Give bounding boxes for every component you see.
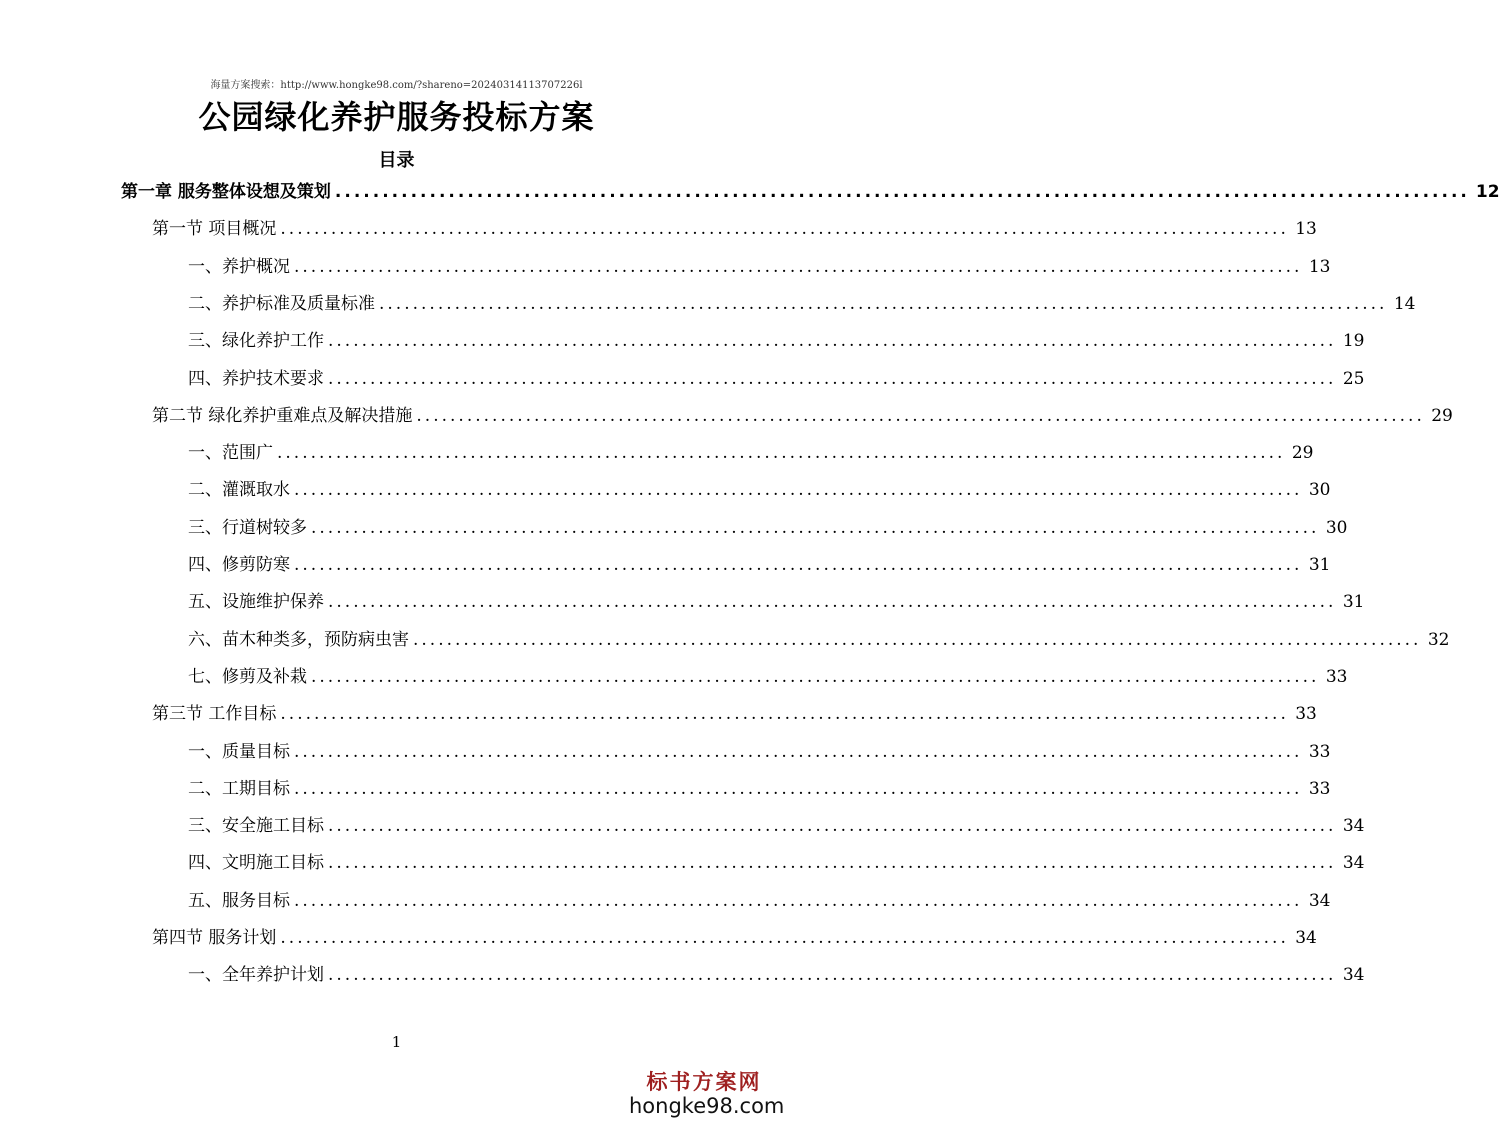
toc-entry-title: 第一章 服务整体设想及策划 <box>121 182 331 202</box>
toc-entry-title: 四、养护技术要求 <box>188 368 324 389</box>
toc-entry[interactable] <box>188 510 1348 547</box>
toc-leader-dots: ........................................................................................................................ <box>328 965 1337 986</box>
toc-leader-dots: ........................................................................................................................ <box>311 517 1320 538</box>
toc-leader-dots: ........................................................................................................................ <box>328 331 1337 352</box>
toc-entry-page: 12 <box>1475 182 1500 202</box>
header-url-line: 海量方案搜索：http://www.hongke98.com/?shareno=20240314113707226l <box>210 80 583 91</box>
toc-leader-dots: ........................................................................................................................ <box>328 816 1337 837</box>
toc-leader-dots: ........................................................................................................................ <box>294 778 1303 799</box>
toc-entry-title: 七、修剪及补栽 <box>188 666 307 687</box>
toc-entry-page: 13 <box>1295 219 1317 240</box>
toc-entry-title: 二、工期目标 <box>188 778 290 799</box>
toc-entry-title: 二、灌溉取水 <box>188 480 290 501</box>
toc-entry-title: 四、文明施工目标 <box>188 853 324 874</box>
toc-entry-page: 34 <box>1342 853 1365 874</box>
toc-entry[interactable] <box>188 957 1365 994</box>
toc-leader-dots: ........................................................................................................................ <box>328 853 1337 874</box>
toc-leader-dots: ........................................................................................................................ <box>294 480 1303 501</box>
toc-entry[interactable] <box>188 808 1365 845</box>
toc-leader-dots: ........................................................................................................................ <box>416 405 1425 426</box>
toc-entry[interactable] <box>188 435 1314 472</box>
toc-entry-title: 第三节 工作目标 <box>152 704 277 725</box>
toc-entry-page: 32 <box>1427 629 1450 650</box>
watermark-cn: 标书方案网 <box>646 1069 762 1094</box>
toc-entry[interactable] <box>152 920 1317 957</box>
toc-entry-page: 33 <box>1295 704 1317 725</box>
toc-entry-title: 一、质量目标 <box>188 741 290 762</box>
toc-entry[interactable] <box>188 771 1331 808</box>
toc-entry-page: 34 <box>1308 890 1331 911</box>
toc-entry[interactable] <box>188 472 1331 509</box>
toc-entry[interactable] <box>121 174 1500 211</box>
toc-entry-title: 四、修剪防寒 <box>188 555 290 575</box>
toc-entry-title: 三、绿化养护工作 <box>188 331 324 352</box>
toc-entry-page: 19 <box>1342 331 1365 352</box>
toc-entry[interactable] <box>188 547 1331 584</box>
page-number: 1 <box>391 1033 402 1051</box>
toc-entry-title: 一、养护概况 <box>188 256 290 277</box>
toc-leader-dots: ........................................................................................................................ <box>334 182 1470 202</box>
toc-leader-dots: ........................................................................................................................ <box>328 368 1337 389</box>
toc-leader-dots: ........................................................................................................................ <box>280 219 1289 240</box>
toc-entry-title: 一、范围广 <box>188 443 273 464</box>
toc-entry[interactable] <box>188 249 1331 286</box>
toc-entry-title: 第四节 服务计划 <box>152 928 277 948</box>
toc-entry-page: 31 <box>1342 592 1365 613</box>
toc-heading: 目录 <box>378 150 415 171</box>
toc-leader-dots: ........................................................................................................................ <box>311 666 1320 687</box>
toc-leader-dots: ........................................................................................................................ <box>294 741 1303 762</box>
toc-entry-title: 第二节 绿化养护重难点及解决措施 <box>152 405 413 426</box>
watermark-logo <box>629 1069 785 1118</box>
toc-entry-title: 五、设施维护保养 <box>188 592 324 613</box>
toc-entry[interactable] <box>152 696 1317 733</box>
toc-leader-dots: ........................................................................................................................ <box>280 704 1289 725</box>
toc-entry-title: 三、安全施工目标 <box>188 816 324 837</box>
toc-entry[interactable] <box>188 323 1365 360</box>
toc-entry[interactable] <box>188 286 1416 323</box>
toc-entry-title: 二、养护标准及质量标准 <box>188 293 375 314</box>
toc-leader-dots: ........................................................................................................................ <box>294 890 1303 911</box>
toc-entry-page: 33 <box>1308 778 1331 799</box>
toc-entry[interactable] <box>188 845 1365 882</box>
toc-entry-page: 30 <box>1308 480 1331 501</box>
toc-leader-dots: ........................................................................................................................ <box>294 555 1303 575</box>
toc-entry[interactable] <box>152 398 1453 435</box>
toc-leader-dots: ........................................................................................................................ <box>277 443 1286 464</box>
toc-entry-page: 34 <box>1295 928 1317 948</box>
toc-entry-page: 29 <box>1291 443 1314 464</box>
toc-entry-page: 13 <box>1308 256 1331 277</box>
toc-entry-page: 34 <box>1342 816 1365 837</box>
toc-entry-title: 五、服务目标 <box>188 890 290 911</box>
toc-entry[interactable] <box>188 584 1365 621</box>
toc-entry[interactable] <box>188 659 1348 696</box>
toc-entry[interactable] <box>188 622 1450 659</box>
toc-entry-page: 30 <box>1325 517 1348 538</box>
toc-entry-title: 第一节 项目概况 <box>152 219 277 240</box>
toc-leader-dots: ........................................................................................................................ <box>294 256 1303 277</box>
toc-entry[interactable] <box>188 734 1331 771</box>
toc-leader-dots: ........................................................................................................................ <box>413 629 1422 650</box>
toc-entry[interactable] <box>152 211 1317 248</box>
toc-entry-page: 29 <box>1431 405 1453 426</box>
toc-entry-page: 33 <box>1325 666 1348 687</box>
toc-entry[interactable] <box>188 361 1365 398</box>
toc-entry-title: 六、苗木种类多，预防病虫害 <box>188 629 409 650</box>
toc-entry-page: 33 <box>1308 741 1331 762</box>
toc-entry-page: 31 <box>1308 555 1331 575</box>
toc-entry[interactable] <box>188 883 1331 920</box>
toc-entry-page: 25 <box>1342 368 1365 389</box>
toc-entry-title: 三、行道树较多 <box>188 517 307 538</box>
toc-entry-page: 34 <box>1342 965 1365 986</box>
toc-leader-dots: ........................................................................................................................ <box>379 293 1388 314</box>
document-title: 公园绿化养护服务投标方案 <box>198 98 595 136</box>
watermark-en: hongke98.com <box>629 1094 785 1118</box>
toc-entry-page: 14 <box>1393 293 1416 314</box>
toc-entry-title: 一、全年养护计划 <box>188 965 324 986</box>
toc-leader-dots: ........................................................................................................................ <box>280 928 1289 948</box>
toc-leader-dots: ........................................................................................................................ <box>328 592 1337 613</box>
